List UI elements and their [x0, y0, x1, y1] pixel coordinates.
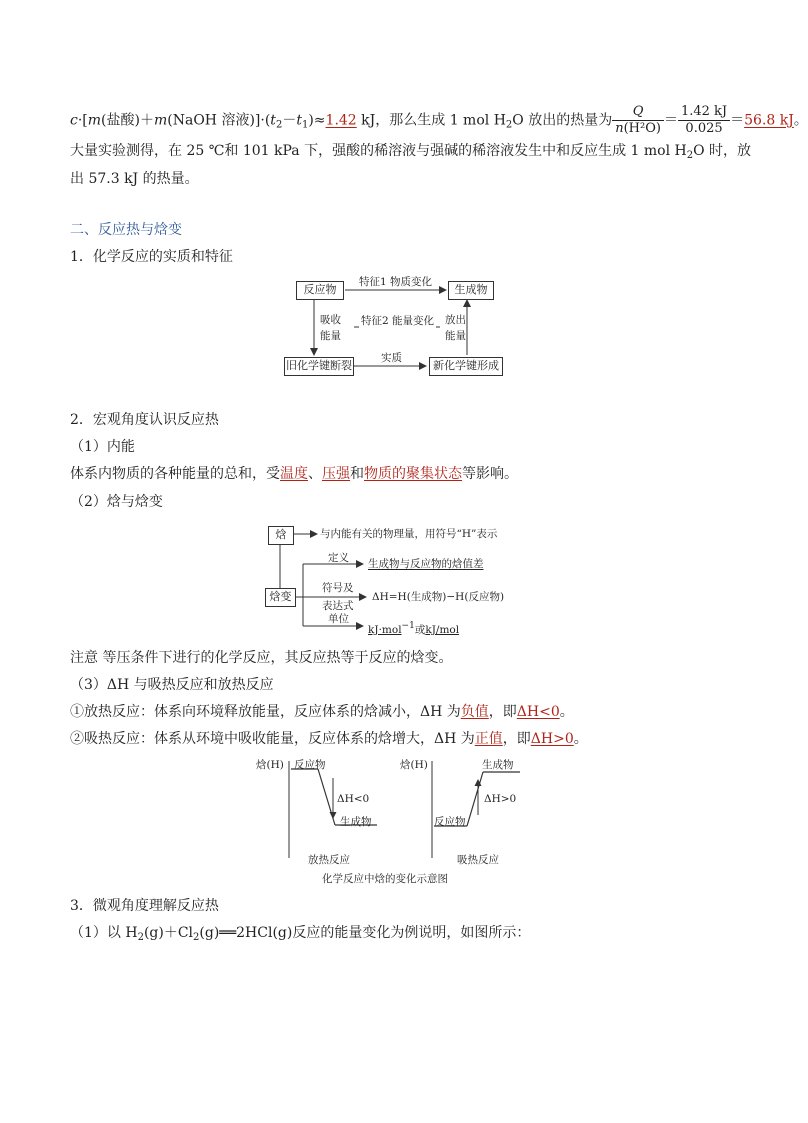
equals: ＝ — [663, 112, 678, 129]
unit-or: 或 — [414, 624, 426, 636]
subscript: 2 — [505, 119, 513, 131]
unit-label: 单位 — [328, 613, 349, 625]
subscript: 2 — [193, 932, 200, 943]
symbol-value: ΔH=H(生成物)−H(反应物) — [372, 591, 505, 603]
heading-3: 3．微观角度理解反应热 — [70, 898, 219, 914]
right-product-label: 生成物 — [482, 759, 514, 771]
paragraph-text: ，即 — [502, 731, 531, 747]
answer-pressure: 压强 — [322, 466, 350, 482]
note-text: 注意 等压条件下进行的化学反应，其反应热等于反应的焓变。 — [70, 650, 453, 666]
symbol-t: t — [270, 112, 276, 129]
formula-text: (盐酸)＋ — [101, 112, 154, 129]
symbol-label-2: 表达式 — [322, 600, 354, 612]
paragraph-text: 。 — [559, 704, 574, 720]
symbol-m: m — [153, 112, 168, 129]
paragraph-text: 大量实验测得，在 25 ℃和 101 kPa 下，强酸的稀溶液与强碱的稀溶液发生中和反应生成 1 mol H — [70, 143, 687, 159]
subheading-dh: （3）ΔH 与吸热反应和放热反应 — [70, 677, 274, 693]
symbol-t: t — [296, 112, 302, 129]
enthalpy-description: 与内能有关的物理量，用符号“H”表示 — [320, 528, 498, 540]
subscript: 1 — [301, 119, 309, 131]
answer-dh-greater-zero: ΔH>0 — [530, 731, 574, 747]
paragraph-text: 体系内物质的各种能量的总和，受 — [70, 466, 280, 482]
release-energy-label-1: 放出 — [445, 314, 466, 326]
right-dh-label: ΔH>0 — [484, 793, 517, 805]
symbol-label-1: 符号及 — [322, 582, 354, 594]
absorb-energy-label-1: 吸收 — [320, 314, 341, 326]
right-caption: 吸热反应 — [457, 854, 499, 866]
old-bond-box: 旧化学键断裂 — [284, 357, 354, 376]
heading-2: 2．宏观角度认识反应热 — [70, 412, 219, 428]
answer-dh-less-zero: ΔH<0 — [516, 704, 560, 720]
subheading-internal-energy: （1）内能 — [70, 439, 135, 455]
paragraph-text: 。 — [573, 731, 588, 747]
unit-kj-per-mol: kJ·mol — [368, 624, 402, 636]
paragraph-text: (g)＋Cl — [143, 925, 194, 941]
right-axis-label: 焓(H) — [400, 759, 428, 771]
definition-label: 定义 — [328, 552, 349, 564]
paragraph-neutralization-line2: 出 57.3 kJ 的热量。 — [70, 171, 199, 187]
formula-text: )≈ — [308, 112, 326, 129]
answer-negative: 负值 — [460, 704, 489, 720]
symbol-c: c — [70, 112, 78, 129]
formula-text: O 放出的热量为 — [512, 112, 613, 129]
paragraph-text: 、 — [308, 466, 322, 482]
left-reactant-label: 反应物 — [294, 759, 326, 771]
feature2-label: 特征2 能量变化 — [361, 315, 435, 327]
fraction-denominator: (H²O) — [623, 121, 661, 136]
paragraph-text: O 时，放 — [693, 143, 752, 159]
heading-1: 1．化学反应的实质和特征 — [70, 249, 233, 265]
release-energy-label-2: 能量 — [445, 330, 466, 342]
left-product-label: 生成物 — [340, 816, 372, 828]
left-dh-label: ΔH<0 — [337, 793, 370, 805]
formula-text: － — [282, 112, 297, 129]
absorb-energy-label-2: 能量 — [320, 330, 341, 342]
formula-text: 。 — [793, 112, 808, 129]
enthalpy-box: 焓 — [268, 526, 294, 545]
paragraph-text: ②吸热反应：体系从环境中吸收能量，反应体系的焓增大，ΔH 为 — [70, 731, 475, 747]
subscript: 2 — [137, 932, 144, 943]
formula-text: ·[ — [77, 112, 88, 129]
answer-heat-per-mol: 56.8 kJ — [744, 112, 794, 129]
section-title: 二、反应热与焓变 — [70, 222, 182, 238]
symbol-m: m — [87, 112, 102, 129]
subscript: 2 — [275, 119, 283, 131]
paragraph-text: ①放热反应：体系向环境释放能量，反应体系的焓减小，ΔH 为 — [70, 704, 461, 720]
fraction-denominator: n — [615, 121, 624, 136]
paragraph-text: 等影响。 — [462, 466, 518, 482]
superscript: −1 — [401, 621, 415, 631]
right-reactant-label: 反应物 — [434, 816, 466, 828]
left-axis-label: 焓(H) — [256, 759, 284, 771]
definition-value: 生成物与反应物的焓值差 — [368, 558, 484, 570]
feature1-label: 特征1 物质变化 — [359, 276, 433, 288]
fraction-numerator: Q — [612, 104, 664, 121]
left-caption: 放热反应 — [308, 854, 350, 866]
subscript: 2 — [686, 150, 694, 161]
answer-heat: 1.42 — [325, 112, 357, 129]
paragraph-text: 和 — [350, 466, 364, 482]
paragraph-text: ，即 — [488, 704, 517, 720]
subheading-enthalpy: （2）焓与焓变 — [70, 494, 163, 510]
unit-kj-slash-mol: kJ/mol — [425, 624, 460, 636]
answer-state: 物质的聚集状态 — [364, 466, 462, 482]
formula-text: (NaOH 溶液)]·( — [167, 112, 271, 129]
enthalpy-change-box: 焓变 — [265, 588, 296, 607]
reactant-box: 反应物 — [296, 281, 344, 300]
answer-positive: 正值 — [474, 731, 503, 747]
answer-temperature: 温度 — [280, 466, 308, 482]
diagram3-caption: 化学反应中焓的变化示意图 — [322, 873, 448, 885]
new-bond-box: 新化学键形成 — [429, 357, 503, 376]
paragraph-text: (g)══2HCl(g)反应的能量变化为例说明，如图所示： — [199, 925, 531, 941]
equals: ＝ — [730, 112, 745, 129]
essence-label: 实质 — [381, 352, 402, 364]
fraction-numerator: 1.42 kJ — [678, 104, 730, 121]
fraction-denominator: 0.025 — [685, 121, 723, 136]
product-box: 生成物 — [448, 281, 494, 300]
paragraph-text: （1）以 H — [70, 925, 138, 941]
subheading-h2-cl2 — [70, 923, 530, 948]
formula-text: kJ，那么生成 1 mol H — [356, 112, 506, 129]
